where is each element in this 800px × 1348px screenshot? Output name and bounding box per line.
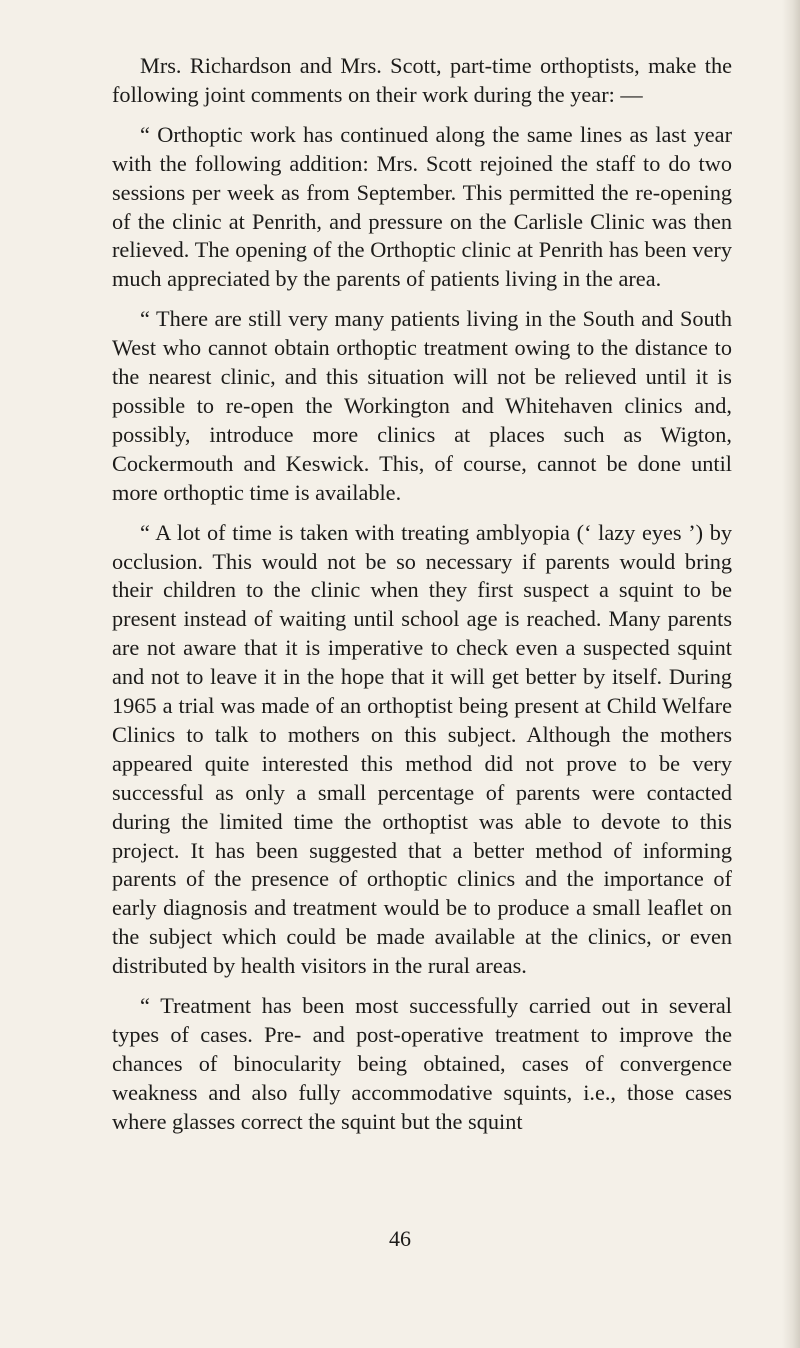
paragraph-orthoptic-work: “ Orthoptic work has continued along the same lines as last year with the following addition: Mrs. Scott rejoined the staff to do two sessions per week as from September. This permitted the re-opening of the clinic at Penrith, and pressure on the Carlisle Clinic was then relieved. The opening of the Orthoptic clinic at Penrith has been very much appreciated by the parents of patients living in the area. <box>112 121 732 292</box>
paragraph-south-west-patients: “ There are still very many patients living in the South and South West who cannot obtain orthoptic treatment owing to the distance to the nearest clinic, and this situation will not be relieved until it is possible to re-open the Workington and Whitehaven clinics and, possibly, introduce more clinics at places such as Wigton, Cockermouth and Keswick. This, of course, cannot be done until more orthoptic time is available. <box>112 306 732 505</box>
page-number: 46 <box>389 1226 411 1251</box>
paragraph-intro: Mrs. Richardson and Mrs. Scott, part-time orthoptists, make the following joint comments on their work during the year: — <box>112 53 732 107</box>
page-edge-shadow <box>782 0 800 1348</box>
body-text <box>112 52 732 1148</box>
paragraph-amblyopia: “ A lot of time is taken with treating amblyopia (‘ lazy eyes ’) by occlusion. This would not be so necessary if parents would bring their children to the clinic when they first suspect a squint to be present instead of waiting until school age is reached. Many parents are not aware that it is imperative to check even a suspected squint and not to leave it in the hope that it will get better by itself. During 1965 a trial was made of an orthoptist being present at Child Welfare Clinics to talk to mothers on this subject. Although the mothers appeared quite interested this method did not prove to be very successful as only a small percentage of parents were contacted during the limited time the orthoptist was able to devote to this project. It has been suggested that a better method of informing parents of the presence of orthoptic clinics and the importance of early diagnosis and treatment would be to produce a small leaflet on the subject which could be made available at the clinics, or even distributed by health visitors in the rural areas. <box>112 519 732 979</box>
paragraph-treatment: “ Treatment has been most successfully carried out in several types of cases. Pre- and post-operative treatment to improve the chances of binocularity being obtained, cases of convergence weakness and also fully accommodative squints, i.e., those cases where glasses correct the squint but the squint <box>112 993 732 1134</box>
